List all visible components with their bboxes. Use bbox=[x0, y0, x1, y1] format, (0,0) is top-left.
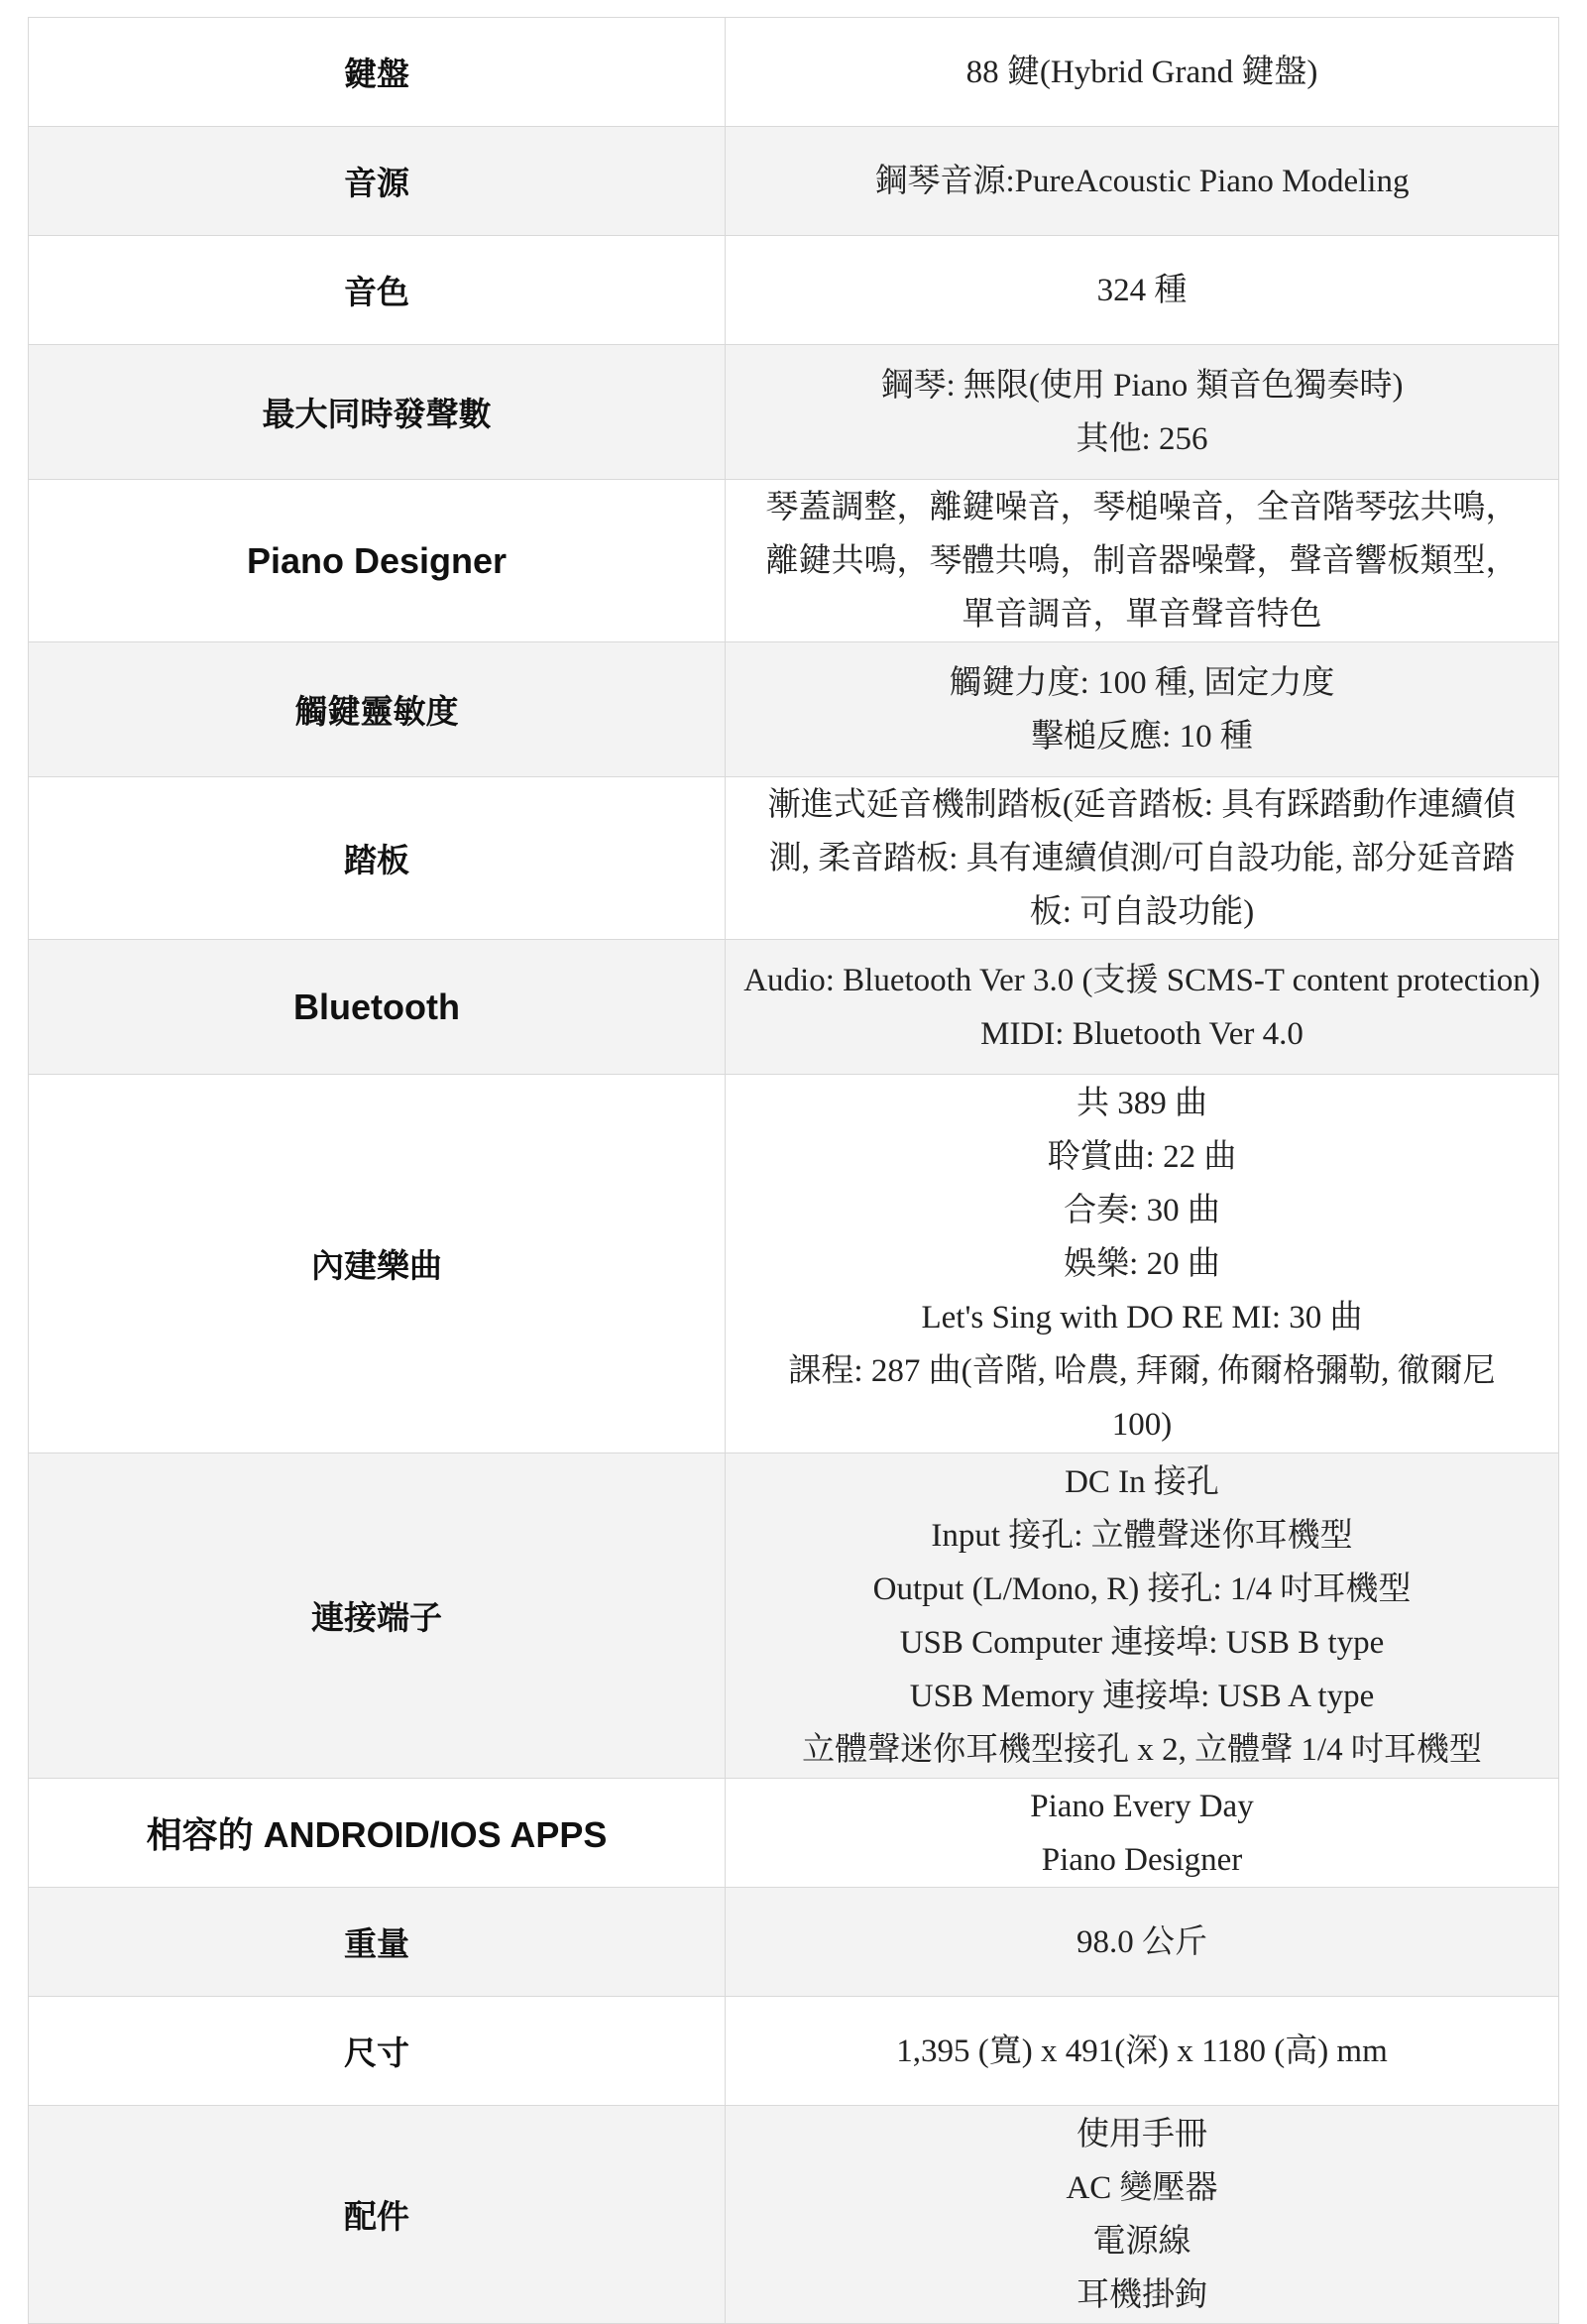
spec-value-line: 324 種 bbox=[1096, 272, 1188, 308]
spec-value bbox=[726, 2106, 1559, 2324]
spec-value-line: 合奏: 30 曲 bbox=[1064, 1192, 1220, 1228]
spec-value-line: AC 變壓器 bbox=[1066, 2169, 1218, 2206]
spec-value-line: 課程: 287 曲(音階, 哈農, 拜爾, 佈爾格彌勒, 徹爾尼 bbox=[788, 1352, 1496, 1389]
spec-value-line: 1,395 (寬) x 491(深) x 1180 (高) mm bbox=[896, 2033, 1388, 2069]
spec-label: 連接端子 bbox=[29, 1453, 726, 1779]
spec-value-line: 琴蓋調整，離鍵噪音，琴槌噪音，全音階琴弦共鳴， bbox=[765, 489, 1519, 525]
spec-value bbox=[726, 1075, 1559, 1453]
spec-value-line: Piano Every Day bbox=[1030, 1788, 1254, 1824]
spec-value-line: USB Memory 連接埠: USB A type bbox=[909, 1678, 1375, 1714]
spec-value-line: 單音調音，單音聲音特色 bbox=[962, 596, 1322, 633]
spec-value bbox=[726, 18, 1559, 127]
spec-value-line: 電源線 bbox=[1092, 2223, 1191, 2260]
spec-row-touch-sensitivity bbox=[29, 642, 1559, 777]
spec-value bbox=[726, 345, 1559, 480]
spec-row-accessories bbox=[29, 2106, 1559, 2324]
spec-value-line: 離鍵共鳴，琴體共鳴，制音器噪聲，聲音響板類型， bbox=[765, 542, 1519, 579]
spec-label: 內建樂曲 bbox=[29, 1075, 726, 1453]
spec-value-line: 88 鍵(Hybrid Grand 鍵盤) bbox=[965, 54, 1318, 90]
spec-row-keyboard bbox=[29, 18, 1559, 127]
spec-value-line: 漸進式延音機制踏板(延音踏板: 具有踩踏動作連續偵 bbox=[767, 786, 1517, 823]
spec-label: 鍵盤 bbox=[29, 18, 726, 127]
spec-value bbox=[726, 1453, 1559, 1779]
spec-row-compatible-apps bbox=[29, 1779, 1559, 1888]
spec-label: 最大同時發聲數 bbox=[29, 345, 726, 480]
spec-value-line: 聆賞曲: 22 曲 bbox=[1047, 1138, 1237, 1175]
spec-value bbox=[726, 642, 1559, 777]
spec-value-line: 板: 可自設功能) bbox=[1029, 893, 1255, 930]
spec-value-line: Input 接孔: 立體聲迷你耳機型 bbox=[931, 1517, 1353, 1554]
spec-value-line: 鋼琴音源:PureAcoustic Piano Modeling bbox=[874, 163, 1410, 199]
spec-value bbox=[726, 127, 1559, 236]
spec-label: Piano Designer bbox=[29, 480, 726, 642]
spec-value-line: 其他: 256 bbox=[1076, 420, 1208, 457]
spec-row-sound-source bbox=[29, 127, 1559, 236]
spec-value-line: 立體聲迷你耳機型接孔 x 2, 立體聲 1/4 吋耳機型 bbox=[802, 1731, 1482, 1768]
spec-value-line: USB Computer 連接埠: USB B type bbox=[899, 1624, 1385, 1661]
spec-row-polyphony bbox=[29, 345, 1559, 480]
spec-value bbox=[726, 236, 1559, 345]
spec-row-bluetooth bbox=[29, 940, 1559, 1075]
spec-label: 配件 bbox=[29, 2106, 726, 2324]
spec-label: 音色 bbox=[29, 236, 726, 345]
spec-label: 相容的 ANDROID/IOS APPS bbox=[29, 1779, 726, 1888]
spec-value bbox=[726, 940, 1559, 1075]
spec-row-connectors bbox=[29, 1453, 1559, 1779]
spec-value-line: 使用手冊 bbox=[1077, 2116, 1207, 2152]
spec-value-line: Output (L/Mono, R) 接孔: 1/4 吋耳機型 bbox=[872, 1570, 1412, 1607]
spec-row-built-in-songs bbox=[29, 1075, 1559, 1453]
spec-label: Bluetooth bbox=[29, 940, 726, 1075]
spec-label: 尺寸 bbox=[29, 1997, 726, 2106]
spec-value bbox=[726, 1997, 1559, 2106]
spec-value-line: Audio: Bluetooth Ver 3.0 (支援 SCMS-T content protection) bbox=[743, 962, 1540, 998]
spec-value-line: 98.0 公斤 bbox=[1077, 1923, 1207, 1960]
spec-value-line: Let's Sing with DO RE MI: 30 曲 bbox=[921, 1299, 1363, 1336]
spec-value-line: 娛樂: 20 曲 bbox=[1064, 1245, 1220, 1282]
spec-row-weight bbox=[29, 1888, 1559, 1997]
spec-value-line: 耳機掛鉤 bbox=[1077, 2276, 1207, 2313]
spec-row-piano-designer bbox=[29, 480, 1559, 642]
spec-label: 重量 bbox=[29, 1888, 726, 1997]
spec-table bbox=[28, 17, 1559, 2324]
spec-value bbox=[726, 480, 1559, 642]
spec-value-line: Piano Designer bbox=[1041, 1841, 1243, 1878]
spec-table-body bbox=[29, 18, 1559, 2324]
spec-value-line: 觸鍵力度: 100 種, 固定力度 bbox=[949, 664, 1335, 701]
spec-value-line: 100) bbox=[1111, 1406, 1173, 1443]
spec-value-line: 共 389 曲 bbox=[1077, 1085, 1207, 1121]
spec-row-dimensions bbox=[29, 1997, 1559, 2106]
spec-row-voices bbox=[29, 236, 1559, 345]
spec-row-pedals bbox=[29, 777, 1559, 940]
spec-value-line: 測, 柔音踏板: 具有連續偵測/可自設功能, 部分延音踏 bbox=[768, 840, 1516, 876]
spec-value-line: DC In 接孔 bbox=[1065, 1463, 1219, 1500]
spec-label: 音源 bbox=[29, 127, 726, 236]
spec-label: 踏板 bbox=[29, 777, 726, 940]
spec-label: 觸鍵靈敏度 bbox=[29, 642, 726, 777]
spec-value-line: 鋼琴: 無限(使用 Piano 類音色獨奏時) bbox=[880, 367, 1404, 404]
spec-value bbox=[726, 1779, 1559, 1888]
spec-value-line: 擊槌反應: 10 種 bbox=[1031, 718, 1253, 755]
spec-value bbox=[726, 777, 1559, 940]
spec-value bbox=[726, 1888, 1559, 1997]
spec-value-line: MIDI: Bluetooth Ver 4.0 bbox=[980, 1015, 1304, 1052]
